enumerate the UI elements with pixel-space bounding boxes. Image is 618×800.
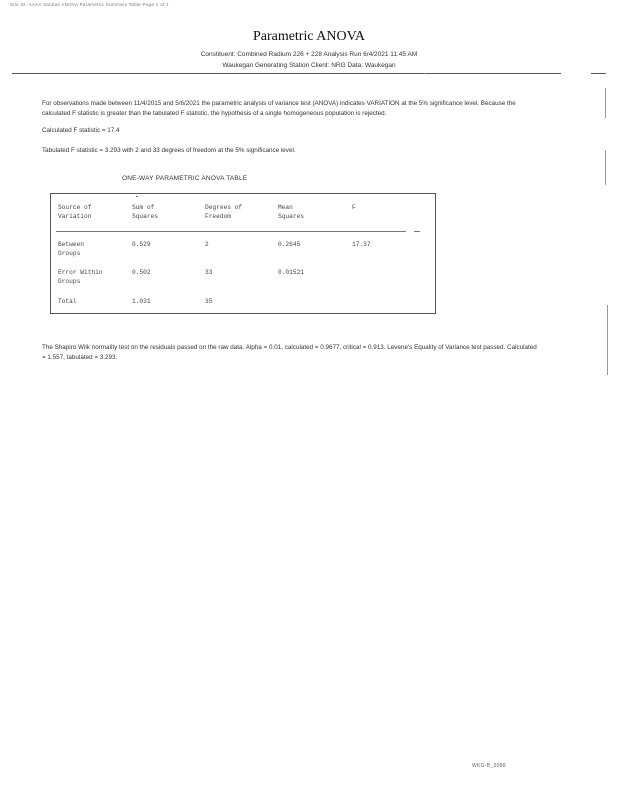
summary-paragraph: For observations made between 11/4/2015 and 5/6/2021 the parametric analysis of variance test (ANOVA) indicates VARIATION at the 5% significance level. Because the calculated F statistic is greater than the tabulated F statistic, the hypothesis of a single homogeneous population is rejected. [42, 100, 516, 117]
header-stamp: Site ID: AAAA Sanitas ANOVA Parametric Summary Table Page 1 of 1 [10, 2, 169, 7]
table-header-divider [56, 231, 406, 232]
margin-mark [605, 88, 606, 118]
table-cell-mean-squares: 0.01521 [278, 269, 304, 276]
column-header-degrees-of-freedom: Degrees of Freedom [205, 204, 243, 220]
table-cell-f: 17.37 [352, 241, 371, 248]
table-cell-degrees-of-freedom: 2 [205, 241, 209, 248]
table-cell-source: Total [58, 298, 77, 305]
subtitle-facility: Waukegan Generating Station Client: NRG Data: Waukegan [222, 62, 396, 69]
header-divider [12, 73, 561, 74]
margin-mark [605, 150, 606, 185]
tabulated-f-statistic: Tabulated F statistic = 3.293 with 2 and 33 degrees of freedom at the 5% significance level. [42, 147, 296, 154]
table-cell-mean-squares: 0.2645 [278, 241, 301, 248]
table-cell-sum-of-squares: 1.031 [132, 298, 151, 305]
document-id: WKG-B_0088 [472, 763, 506, 769]
margin-mark [424, 73, 426, 74]
table-cell-sum-of-squares: 0.502 [132, 269, 151, 276]
calculated-f-statistic: Calculated F statistic = 17.4 [42, 127, 120, 134]
margin-mark [607, 305, 608, 375]
table-cell-source: Between Groups [58, 241, 84, 257]
table-cell-degrees-of-freedom: 35 [205, 298, 213, 305]
column-header-sum-of-squares: Sum of Squares [132, 204, 158, 220]
page-title: Parametric ANOVA [252, 29, 366, 44]
header-divider-margin [591, 73, 606, 74]
column-header-source: Source of Variation [58, 204, 92, 220]
table-cell-degrees-of-freedom: 33 [205, 269, 213, 276]
column-header-mean-squares: Mean Squares [278, 204, 304, 220]
anova-table [50, 193, 436, 314]
normality-test-paragraph: The Shapiro Wilk normality test on the residuals passed on the raw data. Alpha = 0.01, calculated = 0.9677, critical = 0.913. Levene's Equality of Variance test passed. Calculated = 1.557, tabulated = 3.293. [42, 344, 537, 361]
table-cell-source: Error Within Groups [58, 269, 103, 285]
table-header-divider [414, 231, 420, 232]
anova-table-title: ONE-WAY PARAMETRIC ANOVA TABLE [122, 175, 248, 182]
table-cell-sum-of-squares: 0.529 [132, 241, 151, 248]
column-header-f: F [352, 204, 356, 211]
subtitle-constituent: Constituent: Combined Radium 226 + 228 Analysis Run 6/4/2021 11:45 AM [200, 51, 418, 58]
